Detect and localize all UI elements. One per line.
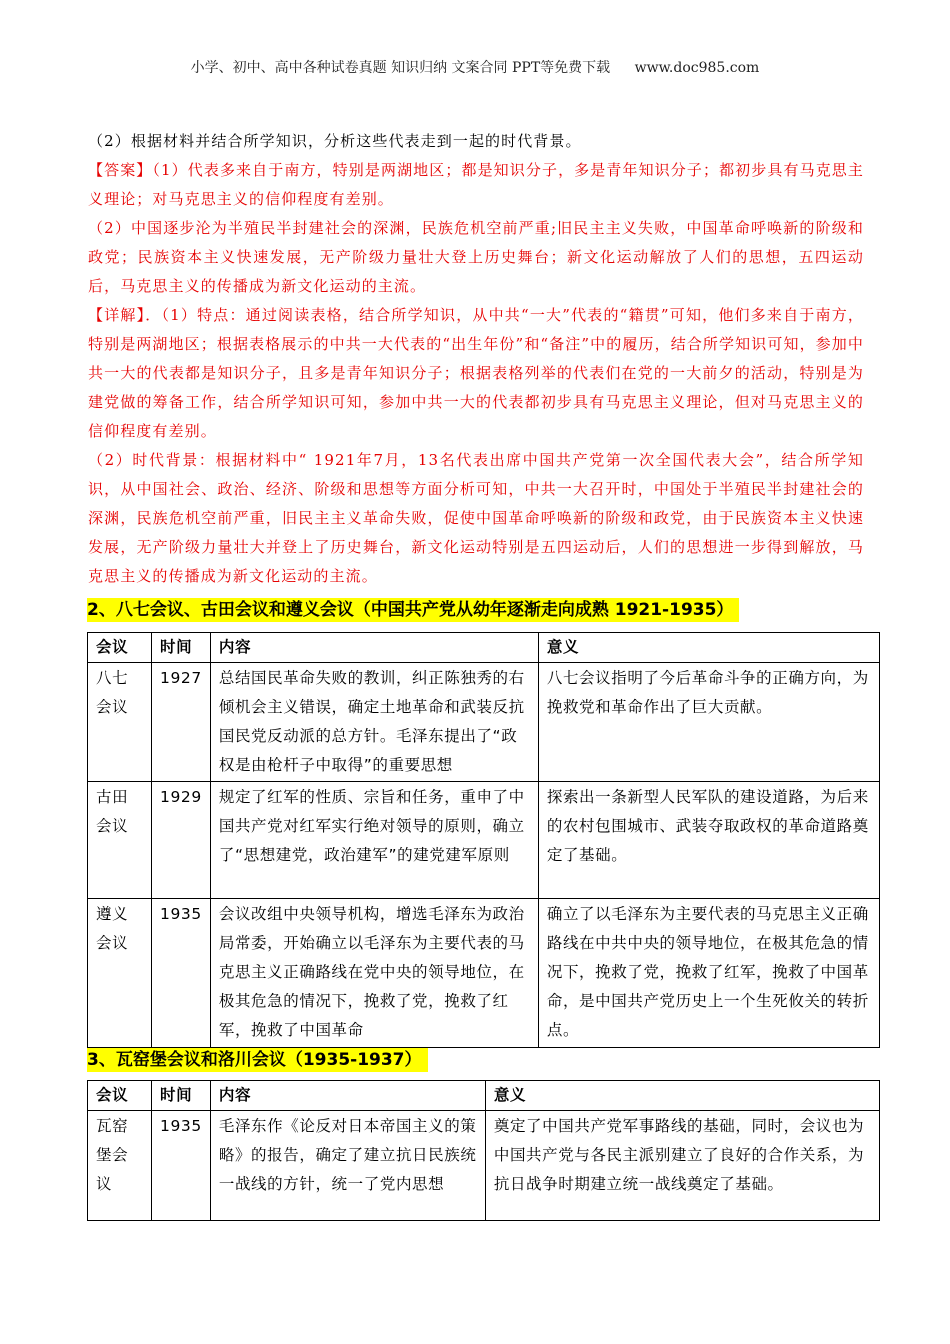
question-2: （2）根据材料并结合所学知识，分析这些代表走到一起的时代背景。 xyxy=(88,132,582,150)
cell-year: 1929 xyxy=(152,782,211,899)
meetings-table-1935-1937 xyxy=(87,1080,880,1221)
col-content: 内容 xyxy=(210,1081,485,1111)
page-header xyxy=(0,57,950,77)
cell-year: 1935 xyxy=(152,1111,211,1221)
header-url: www.doc985.com xyxy=(634,60,760,76)
header-text: 小学、初中、高中各种试卷真题 知识归纳 文案合同 PPT等免费下载 xyxy=(190,60,611,76)
table-row xyxy=(88,899,880,1048)
table-header-row xyxy=(88,1081,880,1111)
cell-meaning: 奠定了中国共产党军事路线的基础，同时，会议也为中国共产党与各民主派别建立了良好的合作关系，为抗日战争时期建立统一战线奠定了基础。 xyxy=(485,1111,879,1221)
cell-meeting: 古田会议 xyxy=(88,782,152,899)
table-row xyxy=(88,663,880,782)
cell-year: 1927 xyxy=(152,663,211,782)
col-meeting: 会议 xyxy=(88,1081,152,1111)
cell-content: 规定了红军的性质、宗旨和任务，重申了中国共产党对红军实行绝对领导的原则，确立了“思想建党，政治建军”的建党建军原则 xyxy=(210,782,538,899)
table-row xyxy=(88,782,880,899)
col-content: 内容 xyxy=(210,633,538,663)
section-2-title: 2、八七会议、古田会议和遵义会议（中国共产党从幼年逐渐走向成熟 1921-1935） xyxy=(87,598,739,622)
answer-part-2: （2）中国逐步沦为半殖民半封建社会的深渊，民族危机空前严重;旧民主主义失败，中国革命呼唤新的阶级和政党；民族资本主义快速发展，无产阶级力量壮大登上历史舞台；新文化运动解放了人们的思想，五四运动后，马克思主义的传播成为新文化运动的主流。 xyxy=(88,219,864,295)
cell-content: 毛泽东作《论反对日本帝国主义的策略》的报告，确定了建立抗日民族统一战线的方针，统一了党内思想 xyxy=(210,1111,485,1221)
table-header-row xyxy=(88,633,880,663)
col-time: 时间 xyxy=(152,633,211,663)
cell-content: 会议改组中央领导机构，增选毛泽东为政治局常委，开始确立以毛泽东为主要代表的马克思主义正确路线在党中央的领导地位，在极其危急的情况下，挽救了党，挽救了红军，挽救了中国革命 xyxy=(210,899,538,1048)
col-meaning: 意义 xyxy=(485,1081,879,1111)
cell-meaning: 探索出一条新型人民军队的建设道路，为后来的农村包围城市、武装夺取政权的革命道路奠定了基础。 xyxy=(538,782,879,899)
table-row xyxy=(88,1111,880,1221)
answer-body xyxy=(88,127,864,591)
cell-meeting: 瓦窑堡会议 xyxy=(88,1111,152,1221)
cell-meaning: 八七会议指明了今后革命斗争的正确方向，为挽救党和革命作出了巨大贡献。 xyxy=(538,663,879,782)
col-meaning: 意义 xyxy=(538,633,879,663)
cell-content: 总结国民革命失败的教训，纠正陈独秀的右倾机会主义错误，确定土地革命和武装反抗国民党反动派的总方针。毛泽东提出了“政权是由枪杆子中取得”的重要思想 xyxy=(210,663,538,782)
cell-meeting: 遵义会议 xyxy=(88,899,152,1048)
meetings-table-1921-1935 xyxy=(87,632,880,1048)
section-3-title: 3、瓦窑堡会议和洛川会议（1935-1937） xyxy=(87,1048,428,1072)
answer-part-1: 【答案】（1）代表多来自于南方，特别是两湖地区；都是知识分子，多是青年知识分子；都初步具有马克思主义理论；对马克思主义的信仰程度有差别。 xyxy=(88,161,864,208)
cell-meaning: 确立了以毛泽东为主要代表的马克思主义正确路线在中共中央的领导地位，在极其危急的情况下，挽救了党，挽救了红军，挽救了中国革命，是中国共产党历史上一个生死攸关的转折点。 xyxy=(538,899,879,1048)
cell-year: 1935 xyxy=(152,899,211,1048)
cell-meeting: 八七会议 xyxy=(88,663,152,782)
explanation-part-1: 【详解】．（1）特点：通过阅读表格，结合所学知识，从中共“一大”代表的“籍贯”可知，他们多来自于南方，特别是两湖地区；根据表格展示的中共一大代表的“出生年份”和“备注”中的履历，结合所学知识可知，参加中共一大的代表都是知识分子，且多是青年知识分子；根据表格列举的代表们在党的一大前夕的活动，特别是为建党做的筹备工作，结合所学知识可知，参加中共一大的代表都初步具有马克思主义理论，但对马克思主义的信仰程度有差别。 xyxy=(88,306,864,440)
col-time: 时间 xyxy=(152,1081,211,1111)
col-meeting: 会议 xyxy=(88,633,152,663)
explanation-part-2: （2）时代背景：根据材料中“ 1921年7月，13名代表出席中国共产党第一次全国代表大会”，结合所学知识，从中国社会、政治、经济、阶级和思想等方面分析可知，中共一大召开时，中国处于半殖民半封建社会的深渊，民族危机空前严重，旧民主主义革命失败，促使中国革命呼唤新的阶级和政党，由于民族资本主义快速发展，无产阶级力量壮大并登上了历史舞台，新文化运动特别是五四运动后，人们的思想进一步得到解放，马克思主义的传播成为新文化运动的主流。 xyxy=(88,451,864,585)
